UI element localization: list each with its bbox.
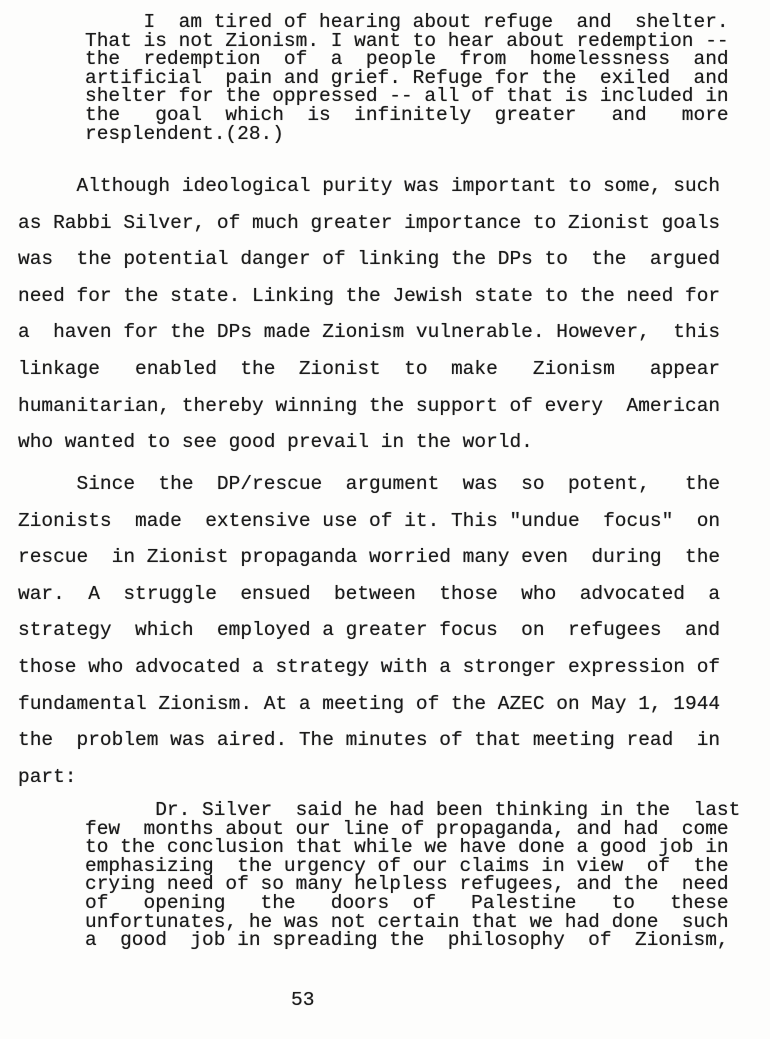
text-line: resplendent.(28.) bbox=[85, 122, 284, 145]
text-line: Although ideological purity was important to some, such bbox=[18, 175, 721, 197]
blockquote-azec-meeting-minutes bbox=[85, 801, 740, 950]
text-line: Since the DP/rescue argument was so potent, the bbox=[18, 473, 721, 495]
text-line: few months about our line of propaganda, and had come bbox=[85, 817, 729, 840]
text-line: rescue in Zionist propaganda worried many even during the bbox=[18, 546, 721, 569]
paragraph-ideological-purity bbox=[18, 168, 720, 461]
text-line: who wanted to see good prevail in the world. bbox=[18, 431, 533, 454]
text-line: crying need of so many helpless refugees, and the need bbox=[85, 873, 729, 896]
text-line: war. A struggle ensued between those who advocated a bbox=[18, 582, 721, 605]
text-line: humanitarian, thereby winning the support of every American bbox=[18, 394, 721, 417]
text-line: Zionists made extensive use of it. This "undue focus" on bbox=[18, 509, 721, 532]
text-line: the problem was aired. The minutes of that meeting read in bbox=[18, 729, 721, 752]
page-number: 53 bbox=[291, 989, 315, 1011]
blockquote-refuge-and-shelter bbox=[85, 13, 729, 143]
text-line: of opening the doors of Palestine to these bbox=[85, 891, 729, 914]
text-line: as Rabbi Silver, of much greater importance to Zionist goals bbox=[18, 211, 721, 234]
text-line: fundamental Zionism. At a meeting of the AZEC on May 1, 1944 bbox=[18, 692, 721, 715]
text-line: That is not Zionism. I want to hear about redemption -- bbox=[85, 29, 729, 52]
text-line: Dr. Silver said he had been thinking in the last bbox=[85, 799, 741, 821]
text-line: artificial pain and grief. Refuge for the exiled and bbox=[85, 66, 729, 89]
text-line: a haven for the DPs made Zionism vulnerable. However, this bbox=[18, 321, 721, 344]
text-line: those who advocated a strategy with a stronger expression of bbox=[18, 655, 721, 678]
text-line: the redemption of a people from homelessness and bbox=[85, 48, 729, 71]
text-line: need for the state. Linking the Jewish state to the need for bbox=[18, 284, 721, 307]
text-line: the goal which is infinitely greater and more bbox=[85, 103, 729, 126]
paragraph-dp-rescue-argument bbox=[18, 466, 720, 795]
text-line: I am tired of hearing about refuge and shelter. bbox=[85, 11, 729, 33]
text-line: emphasizing the urgency of our claims in view of the bbox=[85, 854, 729, 877]
text-line: was the potential danger of linking the DPs to the argued bbox=[18, 248, 721, 271]
text-line: to the conclusion that while we have done a good job in bbox=[85, 836, 729, 859]
text-line: linkage enabled the Zionist to make Zionism appear bbox=[18, 357, 721, 380]
text-line: strategy which employed a greater focus on refugees and bbox=[18, 619, 721, 642]
text-line: part: bbox=[18, 765, 77, 788]
text-line: shelter for the oppressed -- all of that is included in bbox=[85, 85, 729, 108]
text-line: unfortunates, he was not certain that we had done such bbox=[85, 910, 729, 933]
text-line: a good job in spreading the philosophy of Zionism, bbox=[85, 929, 729, 952]
